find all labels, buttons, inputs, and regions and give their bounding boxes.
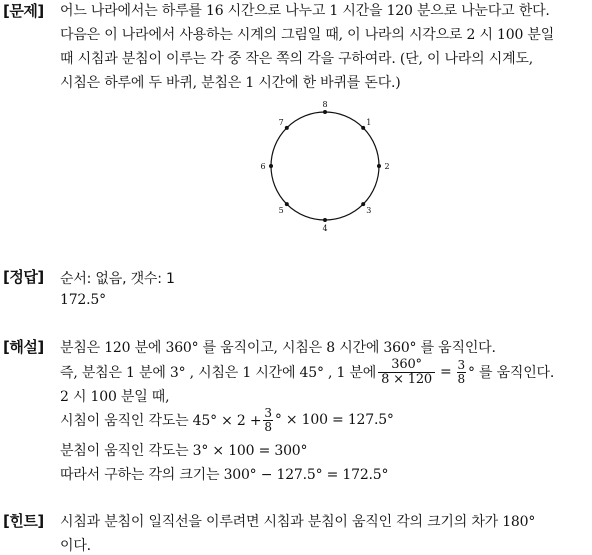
solution-line-2-tail: ° 를 움직인다.	[467, 365, 555, 381]
fraction-numerator: 3	[264, 405, 272, 420]
clock-hour-label: 6	[260, 162, 266, 171]
clock-tick-dot	[361, 126, 365, 130]
clock-tick-dot	[377, 164, 381, 168]
clock-hour-label: 7	[278, 118, 284, 128]
clock-figure	[255, 96, 395, 236]
clock-tick-dot	[361, 202, 365, 206]
clock-tick-dot	[323, 218, 327, 222]
solution-line-4-tail: ° × 100 = 127.5°	[274, 412, 394, 428]
clock-hour-label: 1	[366, 118, 372, 128]
hint-line-1: 시침과 분침이 일직선을 이루려면 시침과 분침이 움직인 각의 크기의 차가 180°	[60, 514, 536, 530]
solution-line-1: 분침은 120 분에 360° 를 움직이고, 시침은 8 시간에 360° 를 움직인다.	[60, 340, 496, 356]
solution-line-3: 2 시 100 분일 때,	[60, 389, 170, 405]
clock-hour-label: 8	[322, 100, 328, 109]
clock-tick-dot	[323, 110, 327, 114]
fraction-numerator: 360°	[378, 358, 435, 373]
solution-line-4	[60, 402, 394, 438]
hint-line-2: 이다.	[60, 538, 91, 554]
clock-tick-dot	[285, 126, 289, 130]
solution-line-2-text: 즉, 분침은 1 분에 3° , 시침은 1 시간에 45° , 1 분에	[60, 365, 377, 381]
answer-order-count: 순서: 없음, 갯수: 1	[60, 271, 175, 287]
fraction-numerator: 3	[457, 357, 465, 372]
hint-tag: [힌트]	[3, 512, 44, 530]
problem-line-4: 시침은 하루에 두 바퀴, 분침은 1 시간에 한 바퀴를 돈다.)	[60, 75, 401, 91]
answer-tag: [정답]	[3, 268, 44, 286]
clock-hour-label: 3	[366, 205, 372, 215]
fraction-3-over-8	[457, 359, 466, 385]
answer-value: 172.5°	[60, 292, 106, 308]
equals-sign: =	[439, 364, 452, 380]
clock-tick-dot	[285, 202, 289, 206]
fraction-denominator: 8	[264, 419, 272, 434]
clock-hour-label: 2	[384, 162, 390, 171]
clock-hour-label: 4	[322, 224, 328, 233]
fraction-3-over-8	[263, 407, 272, 433]
solution-line-5: 분침이 움직인 각도는 3° × 100 = 300°	[60, 443, 308, 459]
solution-line-6: 따라서 구하는 각의 크기는 300° − 127.5° = 172.5°	[60, 467, 389, 483]
fraction-denominator: 8	[457, 371, 465, 386]
clock-hour-label: 5	[278, 205, 284, 215]
clock-tick-dot	[269, 164, 273, 168]
fraction-360-over-960	[378, 358, 435, 386]
problem-line-2: 다음은 이 나라에서 사용하는 시계의 그림일 때, 이 나라의 시각으로 2 시 100 분일	[60, 27, 555, 43]
problem-tag: [문제]	[3, 2, 44, 20]
problem-line-1: 어느 나라에서는 하루를 16 시간으로 나누고 1 시간을 120 분으로 나눈다고 한다.	[60, 3, 550, 19]
fraction-denominator: 8 × 120	[381, 371, 432, 387]
problem-line-3: 때 시침과 분침이 이루는 각 중 작은 쪽의 각을 구하여라. (단, 이 나라의 시계도,	[60, 51, 533, 67]
solution-tag: [해설]	[3, 338, 44, 356]
solution-line-4-text: 시침이 움직인 각도는 45° × 2 +	[60, 413, 262, 429]
